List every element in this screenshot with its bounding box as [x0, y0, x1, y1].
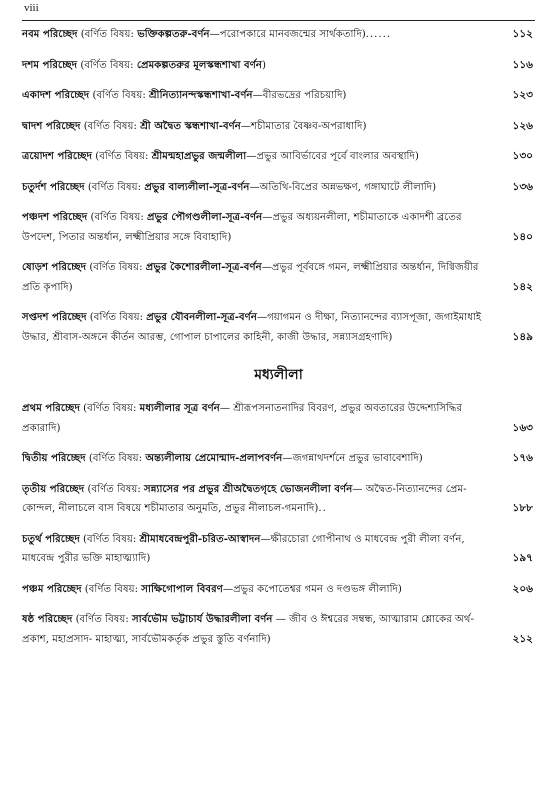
toc-entry: নবম পরিচ্ছেদ (বর্ণিত বিষয়: ভক্তিকল্পতরু-বর্ণন—পরোপকারে মানবজন্মের সার্থকতাদি)...... ১১২: [22, 25, 535, 45]
chapter-title: ষষ্ঠ পরিচ্ছেদ: [22, 613, 73, 625]
page-ref: ১২৬: [512, 119, 533, 132]
toc-entry: পঞ্চম পরিচ্ছেদ (বর্ণিত বিষয়: সাক্ষিগোপাল বিবরণ—প্রভুর কপোতেশ্বর গমন ও দণ্ডভঙ্গ লীলাদি) ২০৬: [22, 580, 535, 600]
toc-entry: তৃতীয় পরিচ্ছেদ (বর্ণিত বিষয়: সন্ন্যাসের পর প্রভুর শ্রীঅদ্বৈতগৃহে ভোজনলীলা বর্ণন— অদ্বৈত-নিত্যানন্দের প্রেম-কোন্দল, নীলাচলে বাস বিষয়ে শচীমাতার অনুমতি, প্রভুর নীলাচল-গমনাদি).. ১৮৮: [22, 480, 535, 519]
toc-entry: একাদশ পরিচ্ছেদ (বর্ণিত বিষয়: শ্রীনিত্যানন্দস্কন্ধশাখা-বর্ণন—বীরভদ্রের পরিচয়াদি) ১২৩: [22, 86, 535, 106]
page-ref: ১৬৩: [512, 421, 533, 434]
subject: প্রভুর বাল্যলীলা-সূত্র-বর্ণন: [144, 180, 250, 193]
chapter-title: পঞ্চদশ পরিচ্ছেদ: [22, 211, 88, 223]
subject: প্রেমকল্পতরুর মূলস্কন্ধশাখা বর্ণন: [136, 58, 262, 71]
section-adilila: [22, 25, 535, 347]
description: —প্রভুর কপোতেশ্বর গমন ও দণ্ডভঙ্গ লীলাদি): [222, 583, 402, 595]
subject: সন্ন্যাসের পর প্রভুর শ্রীঅদ্বৈতগৃহে ভোজনলীলা বর্ণন: [144, 482, 353, 495]
page-ref: ১৪০: [512, 230, 533, 243]
subject: শ্রীমন্মহাপ্রভুর জন্মলীলা: [151, 150, 247, 162]
description: — জীব ও ঈশ্বরের সম্বন্ধ, আত্মারাম শ্লোকের অর্থ-প্রকাশ, মহাপ্রসাদ- মাহাত্ম্য, সার্বভৌমকর্তৃক প্রভুর স্তুতি বর্ণনাদি): [22, 614, 474, 645]
page-ref: ২১২: [512, 632, 533, 645]
chapter-title: ষোড়শ পরিচ্ছেদ: [22, 261, 87, 273]
page-number: viii: [24, 2, 39, 14]
toc-entry: দ্বিতীয় পরিচ্ছেদ (বর্ণিত বিষয়: অন্ত্যলীলায় প্রেমোন্মাদ-প্রলাপবর্ণন—জগন্নাথদর্শনে প্রভুর ভাবাবেশাদি) ১৭৬: [22, 449, 535, 469]
chapter-title: চতুর্থ পরিচ্ছেদ: [22, 532, 80, 545]
toc-list: [22, 25, 535, 649]
description: ): [261, 59, 266, 71]
page-ref: ১২৩: [512, 89, 533, 101]
description: — শ্রীরূপসনাতনাদির বিবরণ, প্রভুর অবতারের উদ্দেশ্যসিদ্ধির প্রকারাদি): [22, 403, 463, 434]
chapter-title: নবম পরিচ্ছেদ: [22, 28, 78, 40]
page-ref: ১৮৮: [512, 502, 533, 514]
subject: মধ্যলীলার সূত্র বর্ণন: [139, 402, 220, 414]
chapter-title: দ্বিতীয় পরিচ্ছেদ: [22, 452, 86, 464]
chapter-title: পঞ্চম পরিচ্ছেদ: [22, 582, 82, 595]
chapter-title: প্রথম পরিচ্ছেদ: [22, 402, 80, 414]
subject: শ্রীমাধবেন্দ্রপুরী-চরিত-আস্বাদন: [139, 532, 261, 545]
description: —ক্ষীরচোরা গোপীনাথ ও মাধবেন্দ্র পুরী লীলা বর্ণন, মাধবেন্দ্র পুরীর ভক্তি মাহাত্ম্যাদি): [22, 533, 465, 564]
page-ref: ১৩০: [512, 150, 533, 162]
description: —গয়াগমন ও দীক্ষা, নিত্যানন্দের ব্যাসপূজা, জগাইমাধাই উদ্ধার, শ্রীবাস-অঙ্গনে কীর্তন আরম্ভ, গোপাল চাপালের কাহিনী, কাজী উদ্ধার, সন্ন্যাসগ্রহণাদি): [22, 312, 482, 343]
chapter-title: দ্বাদশ পরিচ্ছেদ: [22, 119, 81, 132]
toc-entry: ষোড়শ পরিচ্ছেদ (বর্ণিত বিষয়: প্রভুর কৈশোরলীলা-সূত্র-বর্ণন—প্রভুর পূর্ববঙ্গে গমন, লক্ষ্মীপ্রিয়ার অন্তর্ধান, দিগ্বিজয়ীর প্রতি কৃপাদি) ১৪২: [22, 258, 535, 297]
description: —পরোপকারে মানবজন্মের সার্থকতাদি): [209, 29, 366, 40]
description: — অদ্বৈত-নিত্যানন্দের প্রেম-কোন্দল, নীলাচলে বাস বিষয়ে শচীমাতার অনুমতি, প্রভুর নীলাচল-গমনাদি): [22, 483, 467, 514]
chapter-title: একাদশ পরিচ্ছেদ: [22, 89, 90, 101]
subject: অন্ত্যলীলায় প্রেমোন্মাদ-প্রলাপবর্ণন: [145, 452, 283, 464]
description: —শচীমাতার বৈষ্ণব-অপরাধাদি): [240, 120, 367, 132]
description: —অতিথি-বিপ্রের অন্নভক্ষণ, গঙ্গাঘাটে লীলাদি): [249, 181, 437, 193]
toc-entry: ত্রয়োদশ পরিচ্ছেদ (বর্ণিত বিষয়: শ্রীমন্মহাপ্রভুর জন্মলীলা—প্রভুর আবির্ভাবের পূর্বে বাংলার অবস্থাদি) ১৩০: [22, 147, 535, 167]
subject: শ্রী অদ্বৈত স্কন্ধশাখা-বর্ণন: [140, 119, 241, 132]
page-ref: ২০৬: [512, 582, 533, 595]
subject: সার্বভৌম ভট্টাচার্য উদ্ধারলীলা বর্ণন: [132, 613, 273, 625]
page-ref: ১৭৬: [512, 452, 533, 464]
toc-entry: চতুর্দশ পরিচ্ছেদ (বর্ণিত বিষয়: প্রভুর বাল্যলীলা-সূত্র-বর্ণন—অতিথি-বিপ্রের অন্নভক্ষণ, গঙ্গাঘাটে লীলাদি) ১৩৬: [22, 178, 535, 198]
subject: প্রভুর পৌগণ্ডলীলা-সূত্র-বর্ণন: [147, 211, 263, 223]
subject: শ্রীনিত্যানন্দস্কন্ধশাখা-বর্ণন: [149, 89, 253, 101]
description: —জগন্নাথদর্শনে প্রভুর ভাবাবেশাদি): [282, 453, 423, 464]
subject: প্রভুর কৈশোরলীলা-সূত্র-বর্ণন: [145, 261, 262, 273]
page-ref: ১১৬: [512, 58, 533, 71]
toc-entry: দশম পরিচ্ছেদ (বর্ণিত বিষয়: প্রেমকল্পতরুর মূলস্কন্ধশাখা বর্ণন) ১১৬: [22, 56, 535, 76]
chapter-title: সপ্তদশ পরিচ্ছেদ: [22, 311, 87, 323]
page-ref: ১৯৭: [512, 552, 533, 564]
subject: সাক্ষিগোপাল বিবরণ: [141, 582, 223, 595]
chapter-title: দশম পরিচ্ছেদ: [22, 58, 78, 71]
toc-entry: প্রথম পরিচ্ছেদ (বর্ণিত বিষয়: মধ্যলীলার সূত্র বর্ণন— শ্রীরূপসনাতনাদির বিবরণ, প্রভুর অবতারের উদ্দেশ্যসিদ্ধির প্রকারাদি) ১৬৩: [22, 399, 535, 438]
subject: ভক্তিকল্পতরু-বর্ণন: [137, 28, 210, 40]
section-heading: মধ্যলীলা: [254, 367, 303, 383]
description: —প্রভুর পূর্ববঙ্গে গমন, লক্ষ্মীপ্রিয়ার অন্তর্ধান, দিগ্বিজয়ীর প্রতি কৃপাদি): [22, 262, 479, 293]
description: —বীরভদ্রের পরিচয়াদি): [252, 90, 347, 101]
chapter-title: তৃতীয় পরিচ্ছেদ: [22, 482, 85, 495]
toc-entry: ষষ্ঠ পরিচ্ছেদ (বর্ণিত বিষয়: সার্বভৌম ভট্টাচার্য উদ্ধারলীলা বর্ণন — জীব ও ঈশ্বরের সম্বন্ধ, আত্মারাম শ্লোকের অর্থ-প্রকাশ, মহাপ্রসাদ- মাহাত্ম্য, সার্বভৌমকর্তৃক প্রভুর স্তুতি বর্ণনাদি) ২১২: [22, 610, 535, 649]
page-ref: ১৪৯: [512, 330, 533, 343]
page-ref: ১১২: [512, 28, 533, 40]
page-ref: ১৩৬: [512, 180, 533, 193]
section-madhyalila: [22, 399, 535, 649]
toc-entry: চতুর্থ পরিচ্ছেদ (বর্ণিত বিষয়: শ্রীমাধবেন্দ্রপুরী-চরিত-আস্বাদন—ক্ষীরচোরা গোপীনাথ ও মাধবেন্দ্র পুরী লীলা বর্ণন, মাধবেন্দ্র পুরীর ভক্তি মাহাত্ম্যাদি) ১৯৭: [22, 530, 535, 569]
page-ref: ১৪২: [512, 280, 533, 293]
toc-entry: দ্বাদশ পরিচ্ছেদ (বর্ণিত বিষয়: শ্রী অদ্বৈত স্কন্ধশাখা-বর্ণন—শচীমাতার বৈষ্ণব-অপরাধাদি) ১২৬: [22, 117, 535, 137]
description: —প্রভুর আবির্ভাবের পূর্বে বাংলার অবস্থাদি): [246, 151, 419, 162]
toc-entry: পঞ্চদশ পরিচ্ছেদ (বর্ণিত বিষয়: প্রভুর পৌগণ্ডলীলা-সূত্র-বর্ণন—প্রভুর অধ্যয়নলীলা, শচীমাতাকে একাদশী ব্রতের উপদেশ, পিতার অন্তর্ধান, লক্ষ্মীপ্রিয়ার সঙ্গে বিবাহাদি) ১৪০: [22, 208, 535, 247]
subject: প্রভুর যৌবনলীলা-সূত্র-বর্ণন: [146, 311, 257, 323]
page-header: [22, 0, 535, 21]
description: —প্রভুর অধ্যয়নলীলা, শচীমাতাকে একাদশী ব্রতের উপদেশ, পিতার অন্তর্ধান, লক্ষ্মীপ্রিয়ার সঙ্গে বিবাহাদি): [22, 212, 462, 243]
chapter-title: চতুর্দশ পরিচ্ছেদ: [22, 180, 85, 193]
toc-entry: সপ্তদশ পরিচ্ছেদ (বর্ণিত বিষয়: প্রভুর যৌবনলীলা-সূত্র-বর্ণন—গয়াগমন ও দীক্ষা, নিত্যানন্দের ব্যাসপূজা, জগাইমাধাই উদ্ধার, শ্রীবাস-অঙ্গনে কীর্তন আরম্ভ, গোপাল চাপালের কাহিনী, কাজী উদ্ধার, সন্ন্যাসগ্রহণাদি) ১৪৯: [22, 308, 535, 347]
chapter-title: ত্রয়োদশ পরিচ্ছেদ: [22, 150, 92, 162]
